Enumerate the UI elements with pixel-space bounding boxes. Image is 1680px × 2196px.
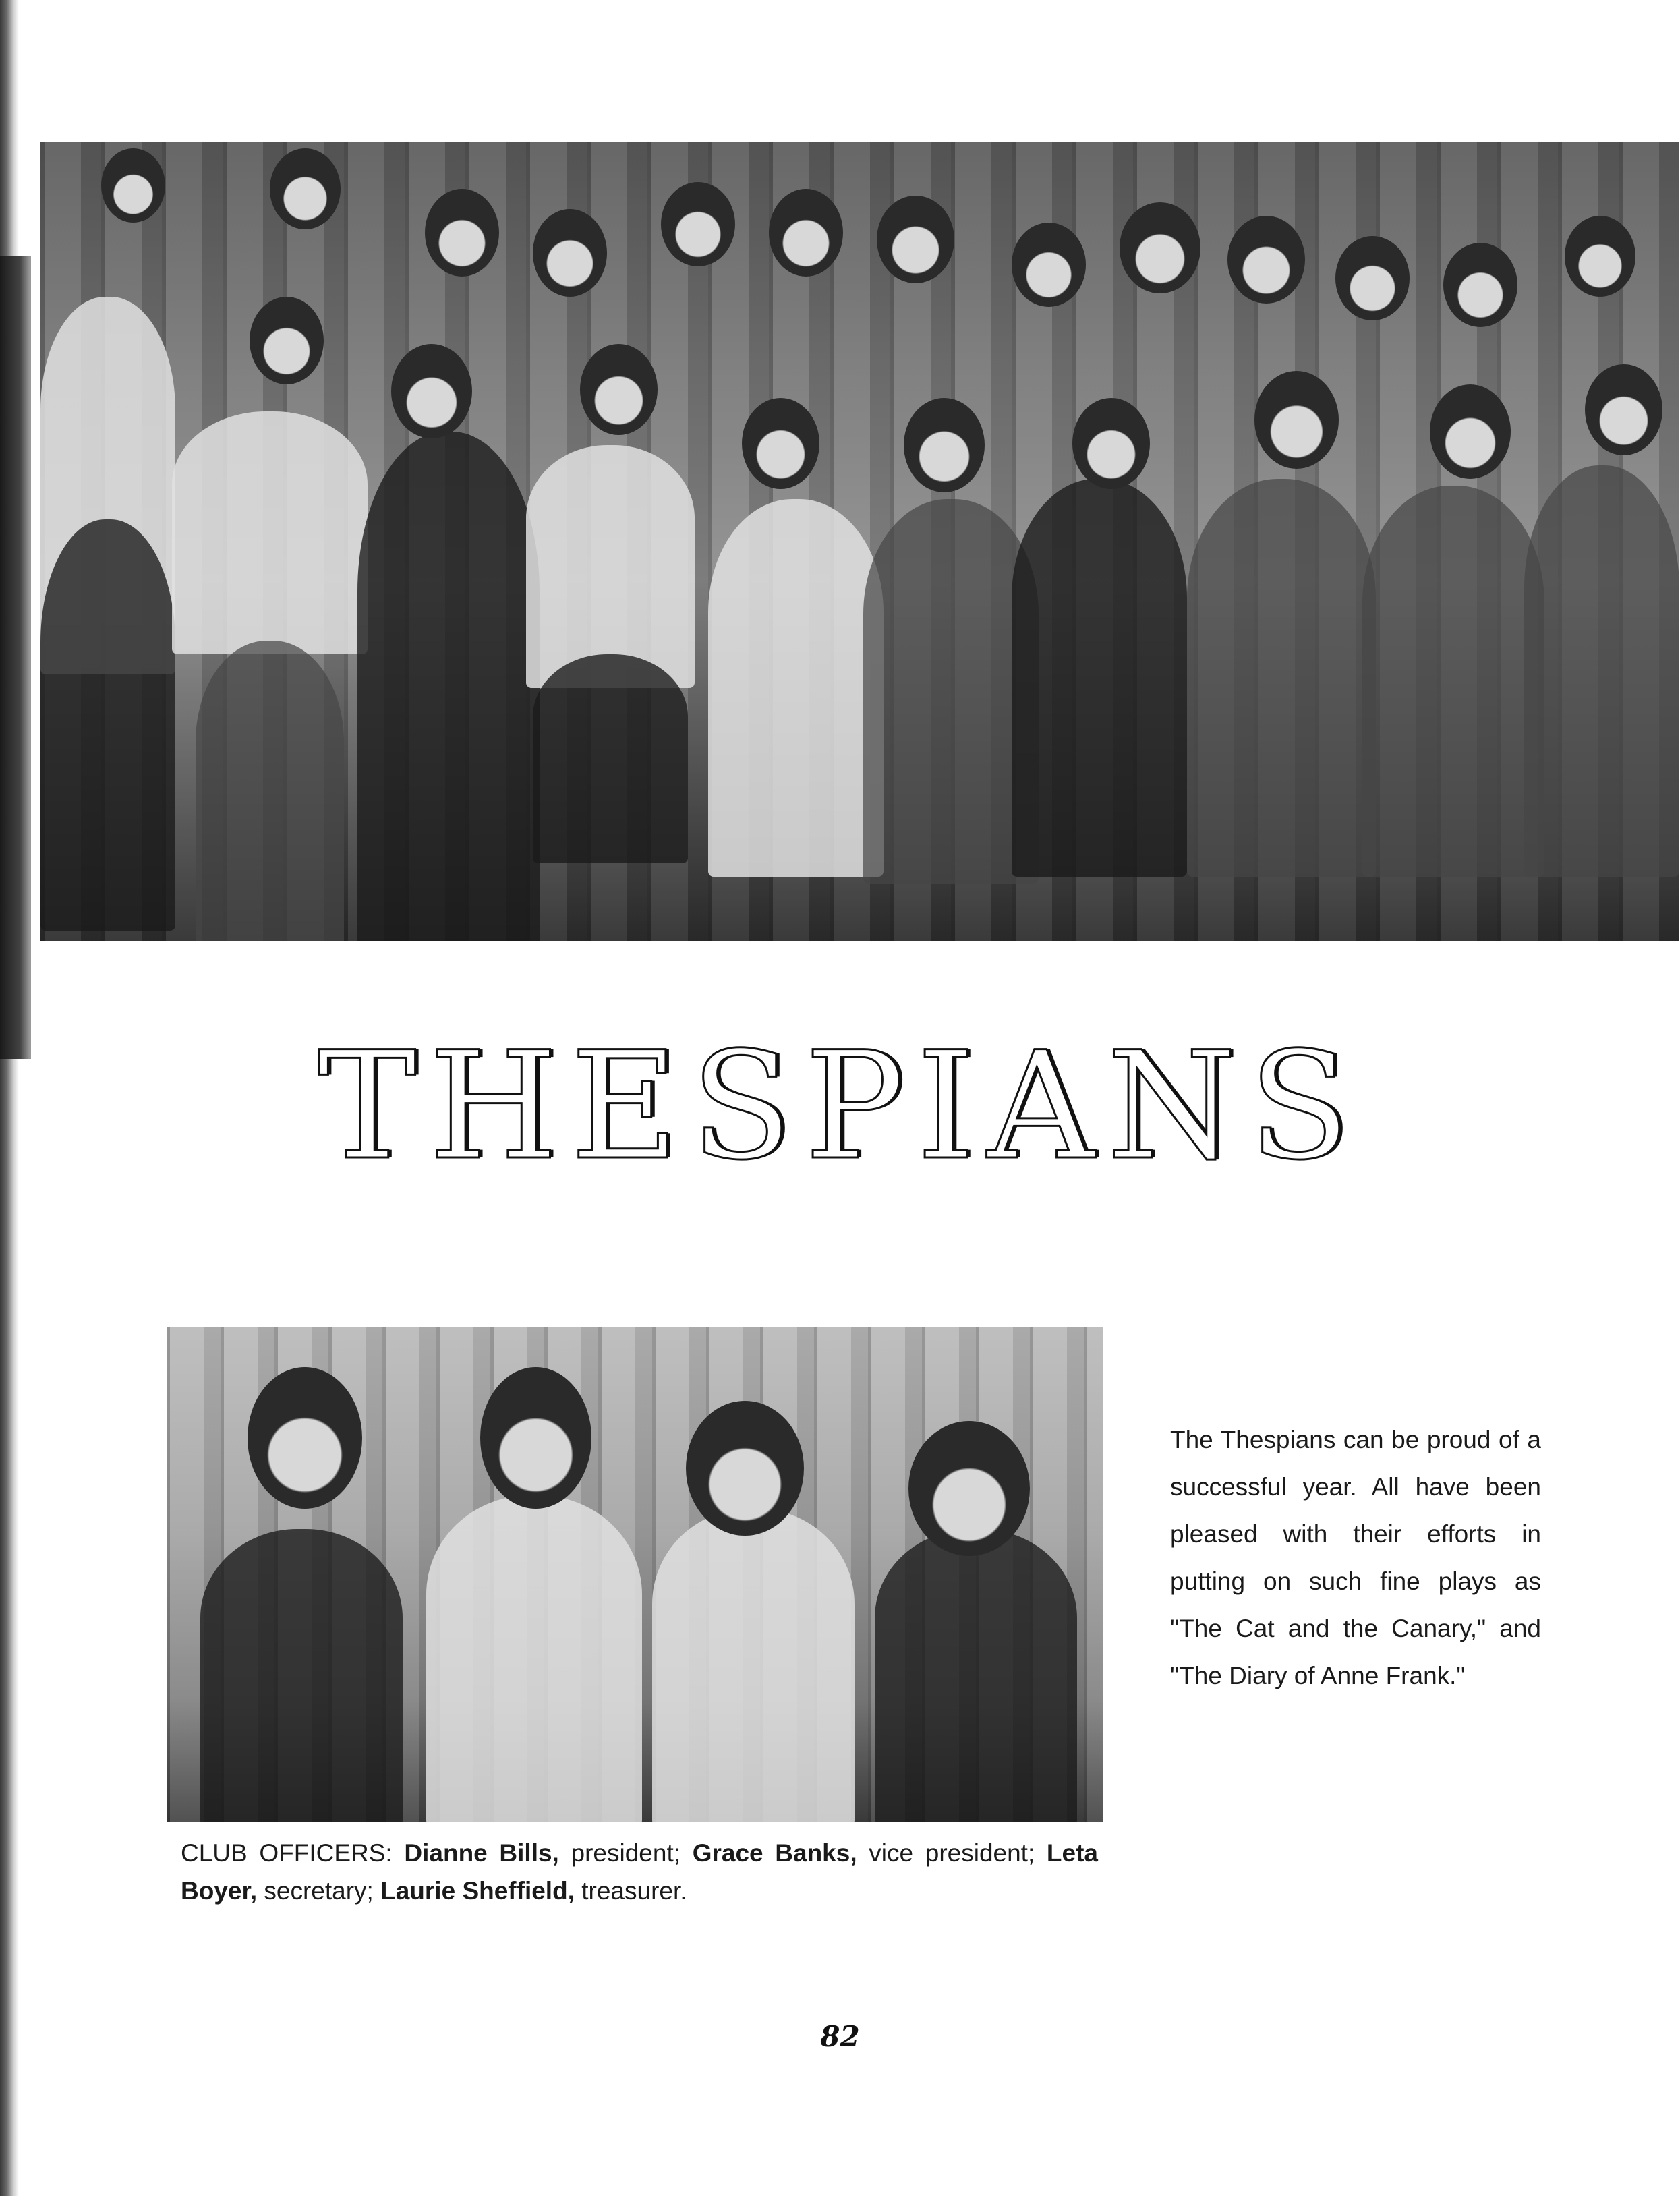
- person-body: [200, 1529, 403, 1822]
- person-head: [1254, 371, 1339, 469]
- person-head: [1585, 364, 1662, 455]
- person-body: [1187, 479, 1376, 877]
- page-title: THESPIANS: [318, 1020, 1362, 1192]
- officer-name: Laurie Sheffield,: [380, 1877, 575, 1905]
- person-head: [250, 297, 324, 384]
- person-head: [877, 196, 954, 283]
- person-head: [1227, 216, 1305, 304]
- person-head: [480, 1367, 591, 1509]
- person-head: [742, 398, 819, 489]
- person-head: [1072, 398, 1150, 489]
- person-head: [270, 148, 341, 229]
- person-head: [904, 398, 985, 492]
- person-head: [580, 344, 658, 435]
- person-head: [101, 148, 165, 223]
- person-skirt: [533, 654, 688, 863]
- person-head: [661, 182, 735, 266]
- person-head: [1443, 243, 1517, 327]
- person-legs: [40, 519, 175, 931]
- group-photo: [40, 142, 1679, 941]
- person-head: [1335, 236, 1410, 320]
- person-body: [1362, 486, 1544, 877]
- photo-caption: [181, 1834, 1098, 1910]
- person-head: [1430, 384, 1511, 479]
- person-head: [686, 1401, 804, 1536]
- article-paragraph: The Thespians can be proud of a successful year. All have been pleased with their efforts in putting on such fine plays as "The Cat and the Canary," and "The Diary of Anne Frank.": [1170, 1426, 1541, 1689]
- officer-role: secretary;: [264, 1877, 374, 1905]
- officer-name: Grace Banks,: [692, 1839, 857, 1867]
- person-body: [426, 1495, 642, 1822]
- person-head: [391, 344, 472, 438]
- person-body: [652, 1509, 855, 1822]
- person-head: [425, 189, 499, 277]
- person-body: [526, 445, 695, 688]
- person-body: [357, 432, 540, 941]
- person-head: [248, 1367, 362, 1509]
- page-number: 82: [820, 2020, 860, 2053]
- caption-lead: CLUB OFFICERS:: [181, 1839, 393, 1867]
- person-head: [908, 1421, 1030, 1556]
- adjacent-page-edge: [0, 256, 31, 1059]
- officer-name: Dianne Bills,: [404, 1839, 559, 1867]
- officers-photo: [167, 1327, 1103, 1822]
- officer-name: Leta Boyer,: [181, 1839, 1098, 1905]
- officer-role: treasurer.: [581, 1877, 687, 1905]
- person-head: [769, 189, 843, 277]
- person-body: [708, 499, 884, 877]
- person-head: [533, 209, 607, 297]
- officer-role: president;: [571, 1839, 681, 1867]
- person-head: [1565, 216, 1635, 297]
- person-head: [1012, 223, 1086, 307]
- officer-role: vice president;: [869, 1839, 1035, 1867]
- person-legs: [196, 641, 344, 941]
- person-body: [172, 411, 368, 654]
- person-head: [1120, 202, 1200, 293]
- person-body: [875, 1529, 1077, 1822]
- person-body: [1524, 465, 1679, 877]
- person-body: [1012, 479, 1187, 877]
